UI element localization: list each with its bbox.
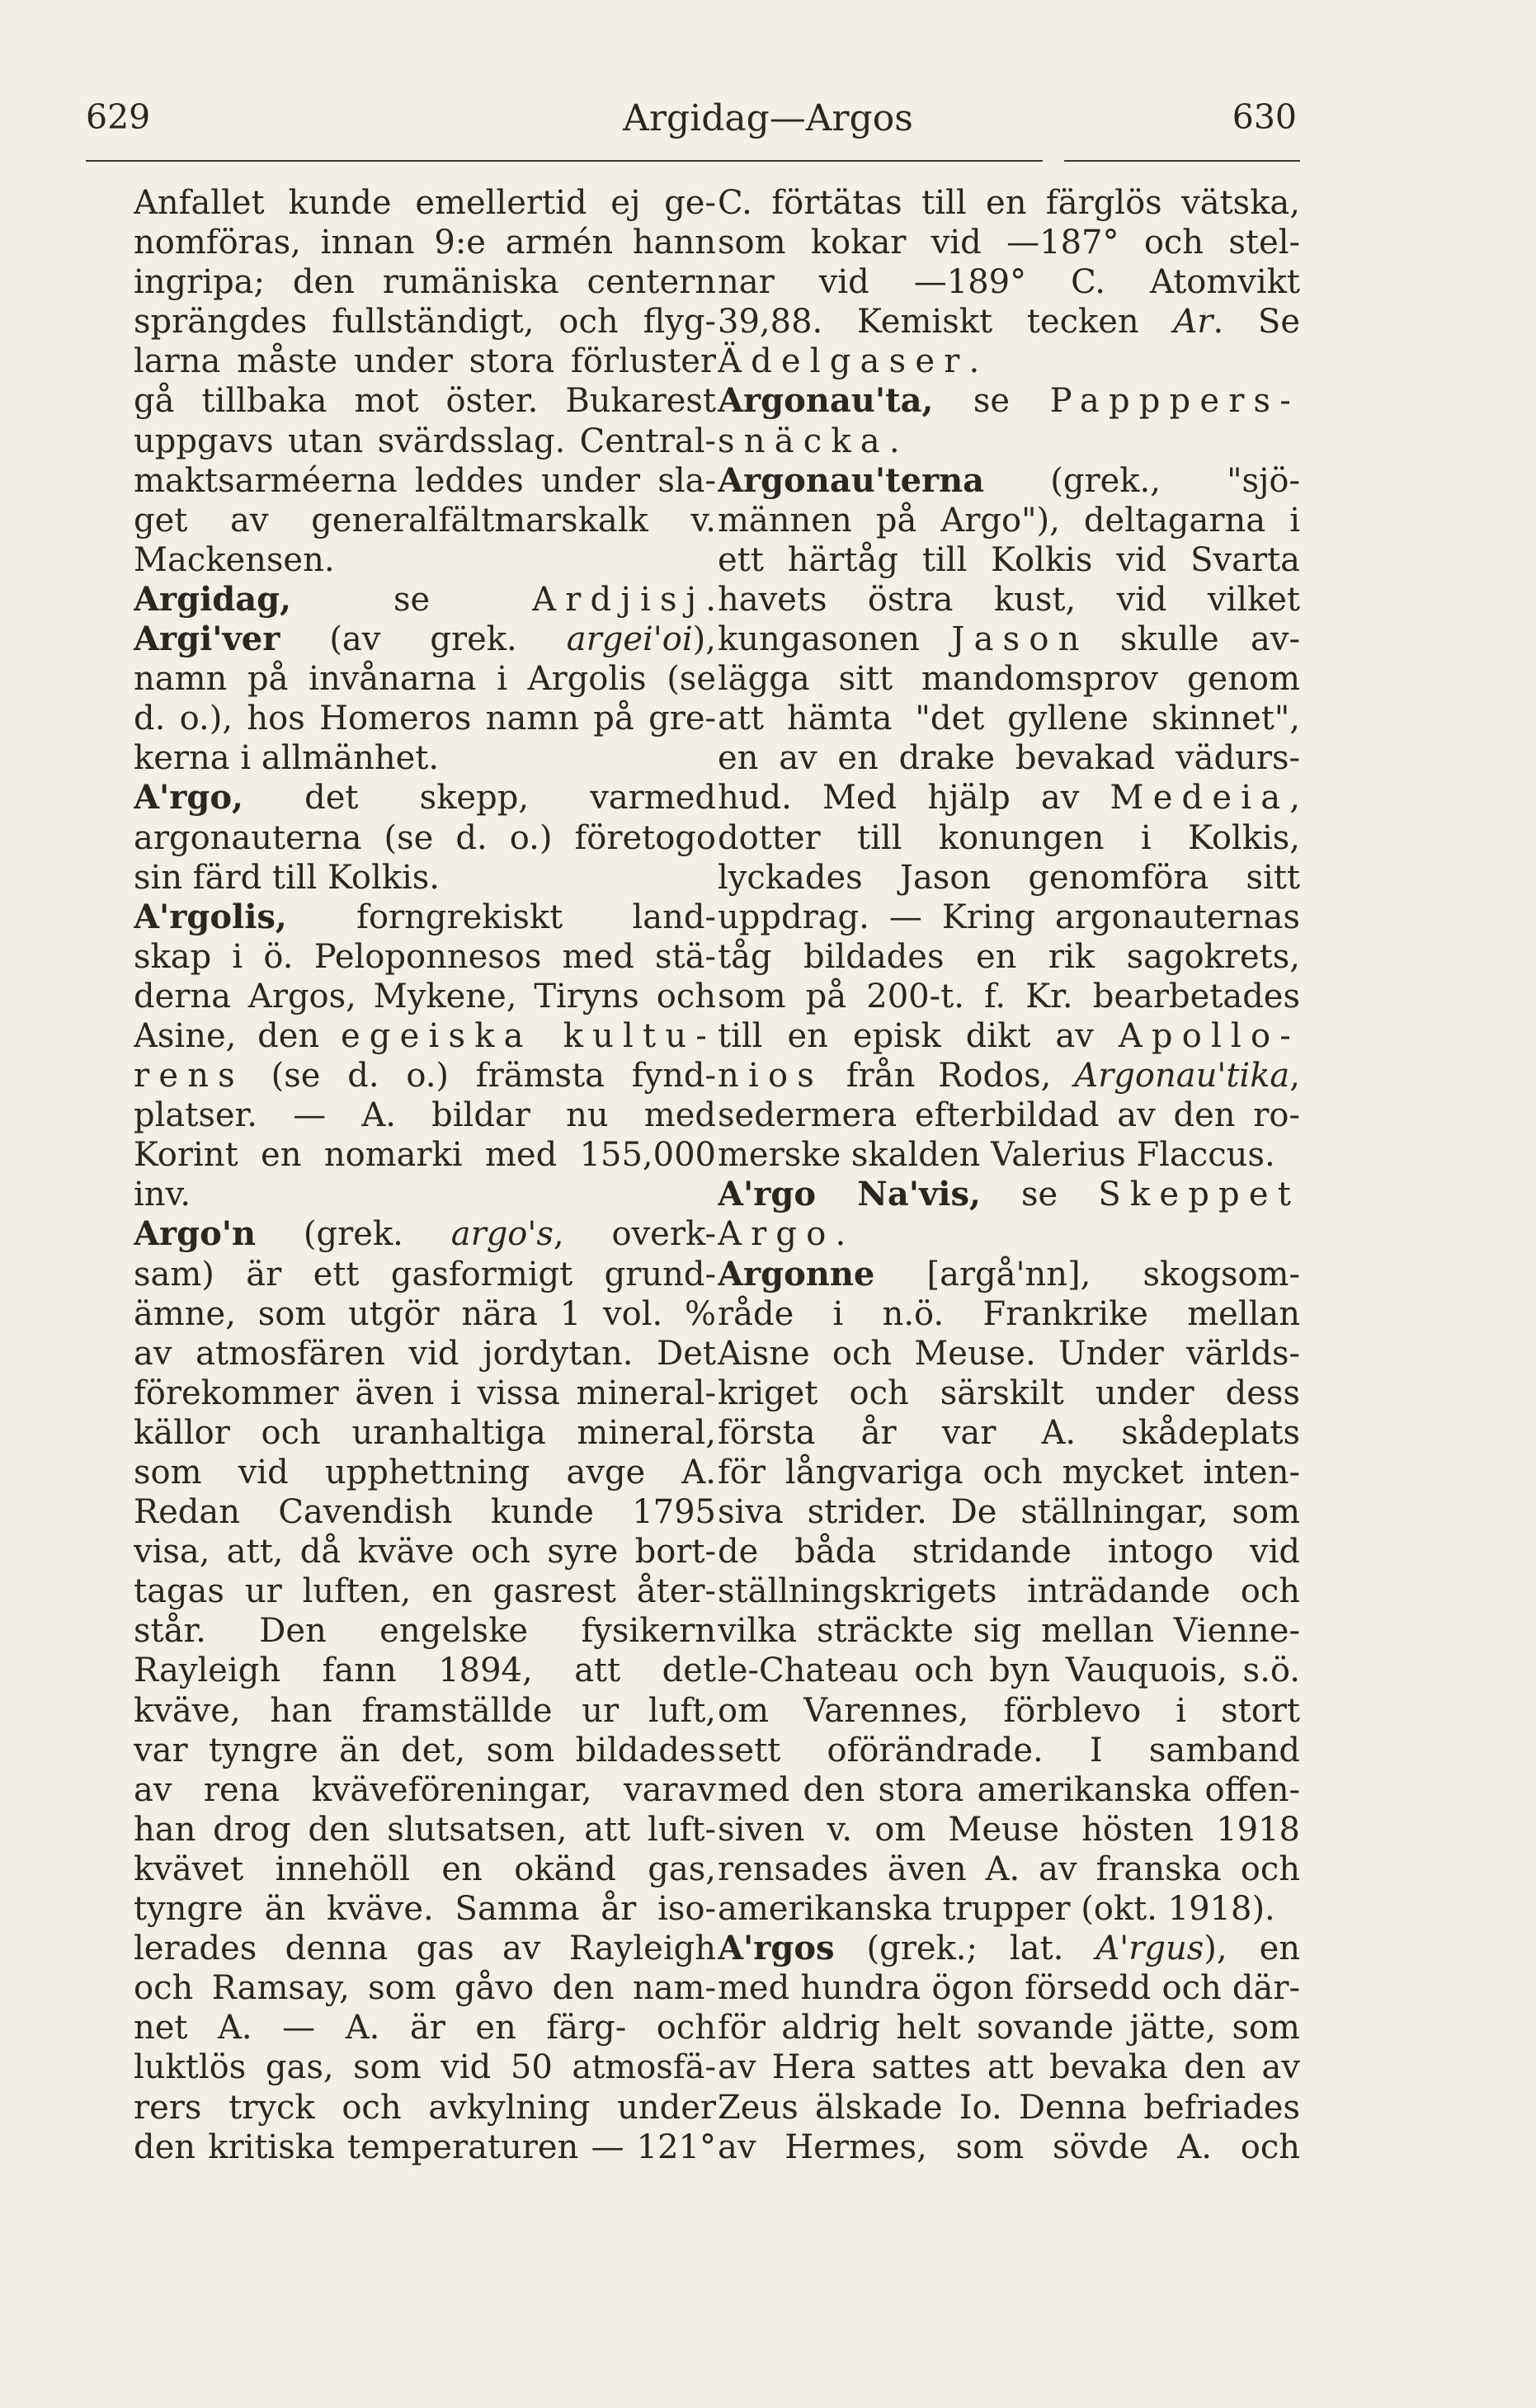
text-segment: forngrekiskt land- (286, 898, 716, 936)
text-line (134, 1492, 716, 1532)
text-line (718, 1214, 1300, 1254)
text-line (134, 937, 716, 977)
text-line (718, 1731, 1300, 1770)
text-line (718, 2008, 1300, 2048)
text-segment: Korint en nomarki med 155,000 (134, 1136, 716, 1175)
text-segment: vilka sträckte sig mellan Vienne- (718, 1612, 1300, 1651)
text-line (718, 977, 1300, 1016)
text-segment: Jason (951, 620, 1089, 659)
text-segment: snäcka (718, 422, 889, 460)
text-segment: 39,88. Kemiskt tecken (718, 303, 1174, 342)
text-line (134, 1532, 716, 1572)
text-line (134, 1056, 716, 1096)
text-segment: Medeia (1110, 779, 1290, 818)
text-line (718, 1016, 1300, 1056)
text-segment: sin färd till Kolkis. (134, 858, 441, 897)
text-line (718, 659, 1300, 699)
text-segment: . (705, 580, 716, 619)
entry-headword: Argonne (718, 1254, 875, 1294)
text-line (134, 1691, 716, 1731)
text-segment: Apollo- (1118, 1016, 1300, 1055)
text-segment: en av en drake bevakad vädurs- (718, 739, 1300, 778)
right-text-column (718, 183, 1300, 2167)
text-segment: att hämta "det gyllene skinnet", (718, 700, 1300, 738)
text-segment: han drog den slutsatsen, att luft- (134, 1810, 716, 1849)
text-segment: nios (718, 1057, 823, 1096)
text-segment: egeiska kultu- (340, 1016, 716, 1055)
text-line (134, 1374, 716, 1413)
text-line (718, 1968, 1300, 2008)
text-segment: Ar (1173, 303, 1213, 342)
text-segment: Anfallet kunde emellertid ej ge- (134, 184, 716, 222)
text-segment: , (1289, 1057, 1300, 1096)
text-line (134, 1255, 716, 1294)
text-segment: (grek. (256, 1215, 451, 1254)
text-segment: skulle av- (1088, 620, 1300, 659)
text-segment: sedermera efterbildad av den ro- (718, 1096, 1300, 1135)
text-segment: visa, att, då kväve och syre bort- (134, 1533, 716, 1572)
page-header (0, 0, 1536, 165)
text-segment: det skepp, varmed (243, 779, 716, 818)
text-segment: Redan Cavendish kunde 1795 (134, 1493, 716, 1532)
text-segment: C. förtätas till en färglös vätska, (718, 184, 1300, 222)
text-segment: Skeppet (1098, 1176, 1300, 1214)
text-line (718, 1453, 1300, 1492)
entry-headword: A'rgo, (134, 778, 243, 818)
text-line (718, 1334, 1300, 1374)
text-line (718, 1096, 1300, 1135)
text-segment: Ädelgaser (718, 342, 969, 381)
entry-headword: Argonau'ta, (718, 381, 934, 421)
header-rule-right (1064, 160, 1300, 162)
text-segment: ett härtåg till Kolkis vid Svarta (718, 540, 1300, 579)
text-line (134, 1135, 716, 1175)
text-line (134, 1651, 716, 1690)
text-segment: kväve, han framställde ur luft, (134, 1691, 716, 1730)
text-segment: namn på invånarna i Argolis (se (134, 660, 716, 699)
text-line (134, 2048, 716, 2087)
text-line (718, 2088, 1300, 2128)
text-segment: . (968, 342, 980, 381)
text-line (134, 262, 716, 302)
text-line (134, 1850, 716, 1889)
text-line (718, 381, 1300, 421)
text-segment: från Rodos, (822, 1057, 1075, 1096)
text-segment: Rayleigh fann 1894, att det (134, 1652, 716, 1690)
text-segment: kungasonen (718, 620, 952, 659)
text-segment: se (980, 1176, 1099, 1214)
text-line (718, 1770, 1300, 1810)
text-line (134, 580, 716, 620)
text-segment: (grek., "sjö- (984, 461, 1300, 500)
text-segment: merske skalden Valerius Flaccus. (718, 1136, 1275, 1175)
text-segment: (grek.; lat. (834, 1930, 1096, 1968)
text-segment: ingripa; den rumäniska centern (134, 263, 716, 302)
left-text-column (134, 183, 716, 2167)
text-line (134, 977, 716, 1016)
page-number-left: 629 (86, 97, 151, 137)
text-segment: maktsarméerna leddes under sla- (134, 461, 716, 500)
text-segment: lägga sitt mandomsprov genom (718, 660, 1300, 699)
text-segment: som vid upphettning avge A. (134, 1454, 716, 1491)
entry-headword: A'rgos (718, 1929, 835, 1968)
text-segment: (se d. o.) främsta fynd- (243, 1057, 716, 1096)
text-segment: som på 200-t. f. Kr. bearbetades (718, 977, 1300, 1016)
text-segment: , (1289, 779, 1300, 818)
text-line (718, 778, 1300, 818)
text-line (718, 738, 1300, 778)
text-line (134, 422, 716, 461)
text-segment: för långvariga och mycket inten- (718, 1454, 1300, 1491)
text-segment: argonauterna (se d. o.) företogo (134, 818, 716, 857)
text-line (718, 1175, 1300, 1214)
text-segment: rens (134, 1057, 244, 1096)
text-line (718, 461, 1300, 501)
text-line (718, 1492, 1300, 1532)
text-line (134, 1096, 716, 1135)
text-line (718, 2048, 1300, 2087)
text-segment: av rena kväveföreningar, varav (134, 1770, 716, 1809)
entry-headword: Argi'ver (134, 620, 280, 659)
running-title: Argidag—Argos (623, 97, 913, 139)
text-segment: A'rgus (1095, 1930, 1204, 1968)
text-segment: tagas ur luften, en gasrest åter- (134, 1572, 716, 1611)
text-line (134, 778, 716, 818)
text-segment: ämne, som utgör nära 1 vol. % (134, 1294, 716, 1333)
text-segment: se (933, 382, 1050, 421)
text-segment: , overk- (553, 1215, 716, 1254)
text-segment: av atmosfären vid jordytan. Det (134, 1334, 716, 1373)
text-segment: första år var A. skådeplats (718, 1413, 1300, 1452)
entry-headword: Argo'n (134, 1214, 257, 1254)
text-line (134, 1572, 716, 1611)
text-segment: Mackensen. (134, 540, 335, 579)
text-line (134, 620, 716, 659)
text-line (134, 342, 716, 381)
text-segment: Asine, den (134, 1016, 341, 1055)
text-line (134, 1770, 716, 1810)
text-line (718, 580, 1300, 620)
text-segment: uppgavs utan svärdsslag. Central- (134, 422, 716, 460)
text-segment: rers tryck och avkylning under (134, 2088, 716, 2127)
text-line (134, 501, 716, 540)
entry-headword: A'rgolis, (134, 897, 287, 936)
text-segment: var tyngre än det, som bildades (134, 1731, 716, 1769)
text-segment: ställningskrigets inträdande och (718, 1572, 1300, 1611)
text-line (134, 1294, 716, 1334)
text-line (134, 461, 716, 501)
text-line (134, 1889, 716, 1929)
text-line (134, 1334, 716, 1374)
text-segment: derna Argos, Mykene, Tiryns och (134, 977, 716, 1016)
text-line (134, 1929, 716, 1968)
text-line (134, 2088, 716, 2128)
text-segment: av Hermes, som sövde A. och (718, 2128, 1300, 2166)
text-segment: om Varennes, förblevo i stort (718, 1691, 1300, 1730)
text-line (718, 2128, 1300, 2167)
text-line (718, 1889, 1300, 1929)
text-line (134, 223, 716, 262)
text-line (134, 381, 716, 421)
text-line (718, 262, 1300, 302)
text-segment: dotter till konungen i Kolkis, (718, 818, 1300, 857)
text-segment: nar vid —189° C. Atomvikt (718, 263, 1300, 302)
text-segment: siva strider. De ställningar, som (718, 1493, 1300, 1532)
text-segment: Zeus älskade Io. Denna befriades (718, 2088, 1300, 2127)
text-segment: hud. Med hjälp av (718, 779, 1110, 818)
header-rule-left (86, 160, 1043, 162)
text-segment: . Se (1213, 303, 1300, 342)
text-segment: som kokar vid —187° och stel- (718, 224, 1300, 262)
text-line (718, 818, 1300, 858)
text-segment: kriget och särskilt under dess (718, 1374, 1300, 1412)
text-segment: luktlös gas, som vid 50 atmosfä- (134, 2048, 716, 2087)
text-line (718, 422, 1300, 461)
text-line (134, 738, 716, 778)
text-line (718, 223, 1300, 262)
text-line (718, 302, 1300, 342)
text-segment: Papppers- (1049, 382, 1300, 421)
text-segment: (av grek. (280, 620, 567, 659)
text-segment: tåg bildades en rik sagokrets, (718, 937, 1300, 976)
text-segment: larna måste under stora förluster (134, 342, 716, 381)
text-segment: argo's (450, 1215, 554, 1254)
text-segment: . (835, 1215, 846, 1254)
text-segment: de båda stridande intogo vid (718, 1533, 1300, 1572)
text-line (718, 1374, 1300, 1413)
text-segment: siven v. om Meuse hösten 1918 (718, 1810, 1300, 1849)
entry-headword: A'rgo Na'vis, (718, 1175, 981, 1214)
text-line (134, 183, 716, 223)
text-line (718, 1611, 1300, 1651)
text-segment: lerades denna gas av Rayleigh (134, 1930, 716, 1968)
text-line (134, 1016, 716, 1056)
text-line (134, 858, 716, 898)
text-line (718, 501, 1300, 540)
text-line (718, 342, 1300, 381)
text-line (134, 1731, 716, 1770)
text-segment: Ardjisj (532, 580, 706, 619)
text-segment: rensades även A. av franska och (718, 1850, 1300, 1888)
text-line (134, 1413, 716, 1453)
text-segment: . (888, 422, 900, 460)
text-segment: gå tillbaka mot öster. Bukarest (134, 382, 716, 421)
text-line (134, 1214, 716, 1254)
text-line (718, 1572, 1300, 1611)
text-line (718, 1135, 1300, 1175)
text-segment: förekommer även i vissa mineral- (134, 1374, 716, 1412)
text-segment: le-Chateau och byn Vauquois, s.ö. (718, 1652, 1300, 1690)
text-line (718, 699, 1300, 738)
text-line (134, 2128, 716, 2167)
text-segment: havets östra kust, vid vilket (718, 580, 1300, 619)
text-line (718, 1056, 1300, 1096)
text-line (718, 620, 1300, 659)
text-segment: till en episk dikt av (718, 1016, 1119, 1055)
text-line (718, 1532, 1300, 1572)
text-segment: den kritiska temperaturen — 121° (134, 2128, 716, 2166)
text-segment: tyngre än kväve. Samma år iso- (134, 1890, 716, 1929)
text-segment: se (291, 580, 533, 619)
text-segment: amerikanska trupper (okt. 1918). (718, 1890, 1275, 1929)
text-segment: skap i ö. Peloponnesos med stä- (134, 937, 716, 976)
text-line (134, 2008, 716, 2048)
text-segment: sett oförändrade. I samband (718, 1731, 1300, 1769)
text-segment: med den stora amerikanska offen- (718, 1770, 1300, 1809)
text-segment: ), (692, 620, 716, 659)
text-segment: står. Den engelske fysikern (134, 1612, 716, 1651)
text-segment: net A. — A. är en färg- och (134, 2009, 716, 2048)
text-line (134, 818, 716, 858)
text-segment: männen på Argo"), deltagarna i (718, 501, 1300, 540)
text-line (718, 1929, 1300, 1968)
page-number-right: 630 (1232, 97, 1297, 137)
text-segment: [argå'nn], skogsom- (874, 1255, 1300, 1294)
text-line (134, 1968, 716, 2008)
text-line (134, 1175, 716, 1214)
text-segment: för aldrig helt sovande jätte, som (718, 2009, 1300, 2048)
text-segment: get av generalfältmarskalk v. (134, 501, 716, 540)
text-segment: kerna i allmänhet. (134, 739, 440, 778)
text-line (134, 699, 716, 738)
text-line (718, 898, 1300, 937)
text-segment: nomföras, innan 9:e armén hann (134, 224, 716, 262)
text-segment: d. o.), hos Homeros namn på gre- (134, 700, 716, 738)
entry-headword: Argidag, (134, 579, 292, 619)
text-segment: med hundra ögon försedd och där- (718, 1969, 1300, 2008)
text-segment: Argo (718, 1215, 836, 1254)
text-segment: kvävet innehöll en okänd gas, (134, 1850, 716, 1888)
text-segment: källor och uranhaltiga mineral, (134, 1413, 716, 1452)
text-segment: platser. — A. bildar nu med (134, 1096, 716, 1135)
text-line (718, 1255, 1300, 1294)
entry-headword: Argonau'terna (718, 460, 985, 500)
text-line (718, 1294, 1300, 1334)
text-line (718, 1651, 1300, 1690)
text-segment: sprängdes fullständigt, och flyg- (134, 303, 716, 342)
text-line (718, 1691, 1300, 1731)
text-line (718, 937, 1300, 977)
text-line (718, 1413, 1300, 1453)
text-line (134, 898, 716, 937)
text-segment: och Ramsay, som gåvo den nam- (134, 1969, 716, 2008)
text-line (718, 858, 1300, 898)
text-segment: inv. (134, 1176, 191, 1214)
text-segment: Argonau'tika (1074, 1057, 1290, 1096)
text-segment: ), en (1204, 1930, 1300, 1968)
text-line (718, 540, 1300, 580)
text-segment: Aisne och Meuse. Under världs- (718, 1334, 1300, 1373)
text-segment: råde i n.ö. Frankrike mellan (718, 1294, 1300, 1333)
text-line (134, 302, 716, 342)
text-segment: av Hera sattes att bevaka den av (718, 2048, 1300, 2087)
text-line (134, 1810, 716, 1850)
text-segment: sam) är ett gasformigt grund- (134, 1255, 716, 1294)
text-segment: argei'oi (566, 620, 693, 659)
text-line (718, 1850, 1300, 1889)
text-segment: uppdrag. — Kring argonauternas (718, 898, 1300, 936)
text-line (718, 183, 1300, 223)
text-line (134, 1453, 716, 1492)
text-line (134, 540, 716, 580)
text-line (134, 659, 716, 699)
text-line (134, 1611, 716, 1651)
text-segment: lyckades Jason genomföra sitt (718, 858, 1300, 897)
text-line (718, 1810, 1300, 1850)
